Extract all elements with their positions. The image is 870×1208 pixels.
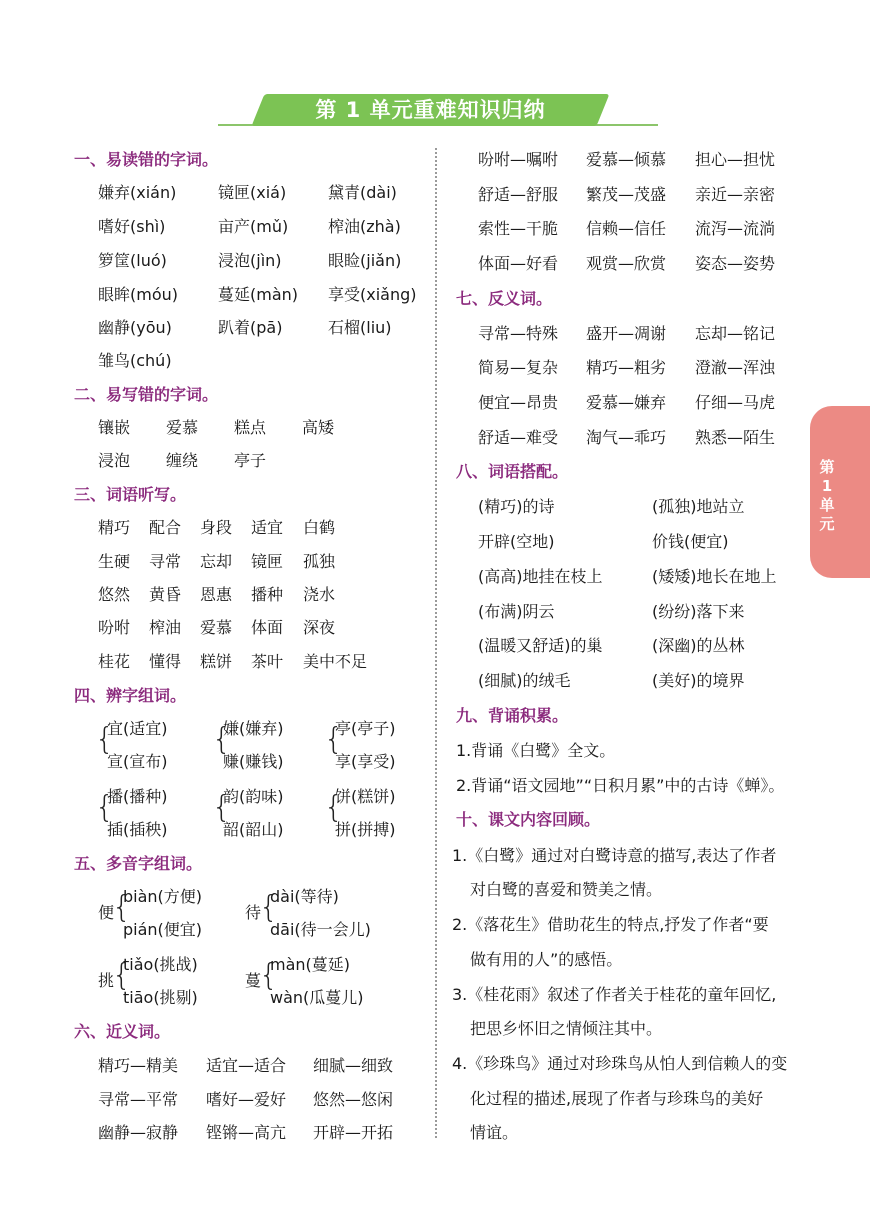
brace-icon: { bbox=[324, 722, 344, 757]
word-pair: 忘却—铭记 bbox=[695, 324, 776, 343]
word-item: 体面 bbox=[251, 618, 284, 637]
brace-icon: { bbox=[112, 958, 132, 993]
word-pair: 细腻—细致 bbox=[313, 1056, 394, 1075]
word-item: dài(等待) bbox=[270, 887, 339, 906]
word-pair: 淘气—乖巧 bbox=[586, 428, 667, 447]
word-pair: 悠然—悠闲 bbox=[313, 1090, 394, 1109]
word-item: 趴着(pā) bbox=[218, 318, 283, 337]
collocation-item: (精巧)的诗 bbox=[478, 497, 555, 516]
word-item: 眼睑(jiǎn) bbox=[328, 251, 402, 270]
collocation-item: (布满)阴云 bbox=[478, 602, 555, 621]
word-item: wàn(瓜蔓儿) bbox=[270, 988, 364, 1007]
word-item: 美中不足 bbox=[303, 652, 368, 671]
word-item: biàn(方便) bbox=[123, 887, 203, 906]
brace-icon: { bbox=[259, 890, 279, 925]
word-pair: 嗜好—爱好 bbox=[206, 1090, 287, 1109]
word-item: 榨油 bbox=[149, 618, 182, 637]
section-heading: 五、多音字组词。 bbox=[74, 854, 203, 873]
word-item: 眼眸(móu) bbox=[98, 285, 179, 304]
word-item: 亩产(mǔ) bbox=[218, 217, 289, 236]
word-item: 吩咐 bbox=[98, 618, 131, 637]
review-line: 4.《珍珠鸟》通过对珍珠鸟从怕人到信赖人的变 bbox=[452, 1054, 788, 1073]
word-item: 韵(韵味) bbox=[223, 787, 284, 806]
section-heading: 十、课文内容回顾。 bbox=[456, 810, 601, 829]
word-item: 箩筐(luó) bbox=[98, 251, 167, 270]
word-pair: 澄澈—浑浊 bbox=[695, 358, 776, 377]
word-pair: 仔细—马虎 bbox=[695, 393, 776, 412]
recite-item: 2.背诵“语文园地”“日积月累”中的古诗《蝉》。 bbox=[456, 776, 785, 795]
word-item: 糕点 bbox=[234, 418, 267, 437]
review-line: 对白鹭的喜爱和赞美之情。 bbox=[470, 880, 663, 899]
review-line: 2.《落花生》借助花生的特点,抒发了作者“要 bbox=[452, 915, 769, 934]
word-item: 嫌弃(xián) bbox=[98, 183, 177, 202]
word-item: 爱慕 bbox=[166, 418, 199, 437]
collocation-item: (矮矮)地长在地上 bbox=[652, 567, 777, 586]
word-pair: 体面—好看 bbox=[478, 254, 559, 273]
word-item: 宣(宣布) bbox=[107, 752, 168, 771]
word-item: 雏鸟(chú) bbox=[98, 351, 172, 370]
word-pair: 寻常—平常 bbox=[98, 1090, 179, 1109]
word-pair: 舒适—难受 bbox=[478, 428, 559, 447]
word-item: màn(蔓延) bbox=[270, 955, 351, 974]
word-pair: 信赖—信任 bbox=[586, 219, 667, 238]
word-item: 高矮 bbox=[302, 418, 335, 437]
word-pair: 亲近—亲密 bbox=[695, 185, 776, 204]
word-pair: 姿态—姿势 bbox=[695, 254, 776, 273]
word-item: 悠然 bbox=[98, 585, 131, 604]
word-pair: 舒适—舒服 bbox=[478, 185, 559, 204]
word-pair: 便宜—昂贵 bbox=[478, 393, 559, 412]
collocation-item: (高高)地挂在枝上 bbox=[478, 567, 603, 586]
word-item: 缠绕 bbox=[166, 451, 199, 470]
brace-icon: { bbox=[112, 890, 132, 925]
word-item: tiǎo(挑战) bbox=[123, 955, 198, 974]
word-item: 亭子 bbox=[234, 451, 267, 470]
word-item: dāi(待一会儿) bbox=[270, 920, 371, 939]
section-heading: 四、辨字组词。 bbox=[74, 686, 187, 705]
word-item: 生硬 bbox=[98, 552, 131, 571]
collocation-item: 价钱(便宜) bbox=[652, 532, 729, 551]
word-item: 黛青(dài) bbox=[328, 183, 397, 202]
word-pair: 爱慕—嫌弃 bbox=[586, 393, 667, 412]
word-item: 浸泡(jìn) bbox=[218, 251, 282, 270]
review-line: 3.《桂花雨》叙述了作者关于桂花的童年回忆, bbox=[452, 985, 777, 1004]
word-item: 浇水 bbox=[303, 585, 336, 604]
word-pair: 寻常—特殊 bbox=[478, 324, 559, 343]
unit-side-tab-label: 第1单元 bbox=[819, 458, 835, 533]
page-title: 第 1 单元重难知识归纳 bbox=[315, 98, 546, 122]
section-heading: 七、反义词。 bbox=[456, 289, 553, 308]
review-line: 做有用的人”的感悟。 bbox=[470, 950, 623, 969]
word-pair: 精巧—粗劣 bbox=[586, 358, 667, 377]
word-item: tiāo(挑剔) bbox=[123, 988, 198, 1007]
word-item: pián(便宜) bbox=[123, 920, 203, 939]
word-pair: 精巧—精美 bbox=[98, 1056, 179, 1075]
word-pair: 吩咐—嘱咐 bbox=[478, 150, 559, 169]
word-item: 茶叶 bbox=[251, 652, 284, 671]
word-item: 播(播种) bbox=[107, 787, 168, 806]
collocation-item: (纷纷)落下来 bbox=[652, 602, 745, 621]
word-pair: 适宜—适合 bbox=[206, 1056, 287, 1075]
brace-icon: { bbox=[95, 790, 115, 825]
section-heading: 二、易写错的字词。 bbox=[74, 385, 219, 404]
word-item: 恩惠 bbox=[200, 585, 233, 604]
word-item: 拼(拼搏) bbox=[335, 820, 396, 839]
word-item: 插(插秧) bbox=[107, 820, 168, 839]
word-pair: 繁茂—茂盛 bbox=[586, 185, 667, 204]
word-pair: 简易—复杂 bbox=[478, 358, 559, 377]
word-item: 精巧 bbox=[98, 518, 131, 537]
word-item: 爱慕 bbox=[200, 618, 233, 637]
column-divider bbox=[435, 148, 437, 1138]
brace-icon: { bbox=[212, 722, 232, 757]
word-item: 适宜 bbox=[251, 518, 284, 537]
word-item: 韶(韶山) bbox=[223, 820, 284, 839]
brace-icon: { bbox=[259, 958, 279, 993]
section-heading: 三、词语听写。 bbox=[74, 485, 187, 504]
brace-icon: { bbox=[95, 722, 115, 757]
word-pair: 盛开—凋谢 bbox=[586, 324, 667, 343]
collocation-item: (美好)的境界 bbox=[652, 671, 745, 690]
word-pair: 爱慕—倾慕 bbox=[586, 150, 667, 169]
word-pair: 开辟—开拓 bbox=[313, 1123, 394, 1142]
section-heading: 八、词语搭配。 bbox=[456, 462, 569, 481]
word-pair: 担心—担忧 bbox=[695, 150, 776, 169]
word-item: 镜匣 bbox=[251, 552, 284, 571]
word-pair: 铿锵—高亢 bbox=[206, 1123, 287, 1142]
word-item: 忘却 bbox=[200, 552, 233, 571]
word-pair: 索性—干脆 bbox=[478, 219, 559, 238]
word-item: 深夜 bbox=[303, 618, 336, 637]
word-item: 嫌(嫌弃) bbox=[223, 719, 284, 738]
brace-icon: { bbox=[212, 790, 232, 825]
word-item: 播种 bbox=[251, 585, 284, 604]
word-item: 桂花 bbox=[98, 652, 131, 671]
section-heading: 六、近义词。 bbox=[74, 1022, 171, 1041]
word-item: 配合 bbox=[149, 518, 182, 537]
word-item: 镜匣(xiá) bbox=[218, 183, 287, 202]
word-item: 孤独 bbox=[303, 552, 336, 571]
word-item: 糕饼 bbox=[200, 652, 233, 671]
word-item: 身段 bbox=[200, 518, 233, 537]
polyphone-char: 便 bbox=[98, 903, 115, 922]
review-line: 1.《白鹭》通过对白鹭诗意的描写,表达了作者 bbox=[452, 846, 777, 865]
word-pair: 熟悉—陌生 bbox=[695, 428, 776, 447]
word-pair: 幽静—寂静 bbox=[98, 1123, 179, 1142]
word-item: 镶嵌 bbox=[98, 418, 131, 437]
word-item: 白鹤 bbox=[303, 518, 336, 537]
collocation-item: (深幽)的丛林 bbox=[652, 636, 745, 655]
word-item: 饼(糕饼) bbox=[335, 787, 396, 806]
word-item: 寻常 bbox=[149, 552, 182, 571]
word-item: 榨油(zhà) bbox=[328, 217, 401, 236]
word-item: 懂得 bbox=[149, 652, 182, 671]
polyphone-char: 待 bbox=[245, 903, 262, 922]
word-pair: 流泻—流淌 bbox=[695, 219, 776, 238]
word-item: 嗜好(shì) bbox=[98, 217, 166, 236]
recite-item: 1.背诵《白鹭》全文。 bbox=[456, 741, 616, 760]
review-line: 化过程的描述,展现了作者与珍珠鸟的美好 bbox=[470, 1089, 764, 1108]
word-item: 蔓延(màn) bbox=[218, 285, 299, 304]
word-item: 幽静(yōu) bbox=[98, 318, 172, 337]
word-item: 黄昏 bbox=[149, 585, 182, 604]
collocation-item: (细腻)的绒毛 bbox=[478, 671, 571, 690]
review-line: 情谊。 bbox=[470, 1123, 519, 1142]
brace-icon: { bbox=[324, 790, 344, 825]
review-line: 把思乡怀旧之情倾注其中。 bbox=[470, 1019, 663, 1038]
collocation-item: 开辟(空地) bbox=[478, 532, 555, 551]
word-item: 赚(赚钱) bbox=[223, 752, 284, 771]
word-item: 石榴(liu) bbox=[328, 318, 392, 337]
word-pair: 观赏—欣赏 bbox=[586, 254, 667, 273]
collocation-item: (温暖又舒适)的巢 bbox=[478, 636, 603, 655]
word-item: 亭(亭子) bbox=[335, 719, 396, 738]
collocation-item: (孤独)地站立 bbox=[652, 497, 745, 516]
word-item: 享受(xiǎng) bbox=[328, 285, 417, 304]
word-item: 宜(适宜) bbox=[107, 719, 168, 738]
word-item: 享(享受) bbox=[335, 752, 396, 771]
polyphone-char: 挑 bbox=[98, 971, 115, 990]
word-item: 浸泡 bbox=[98, 451, 131, 470]
section-heading: 九、背诵积累。 bbox=[456, 706, 569, 725]
section-heading: 一、易读错的字词。 bbox=[74, 150, 219, 169]
polyphone-char: 蔓 bbox=[245, 971, 262, 990]
